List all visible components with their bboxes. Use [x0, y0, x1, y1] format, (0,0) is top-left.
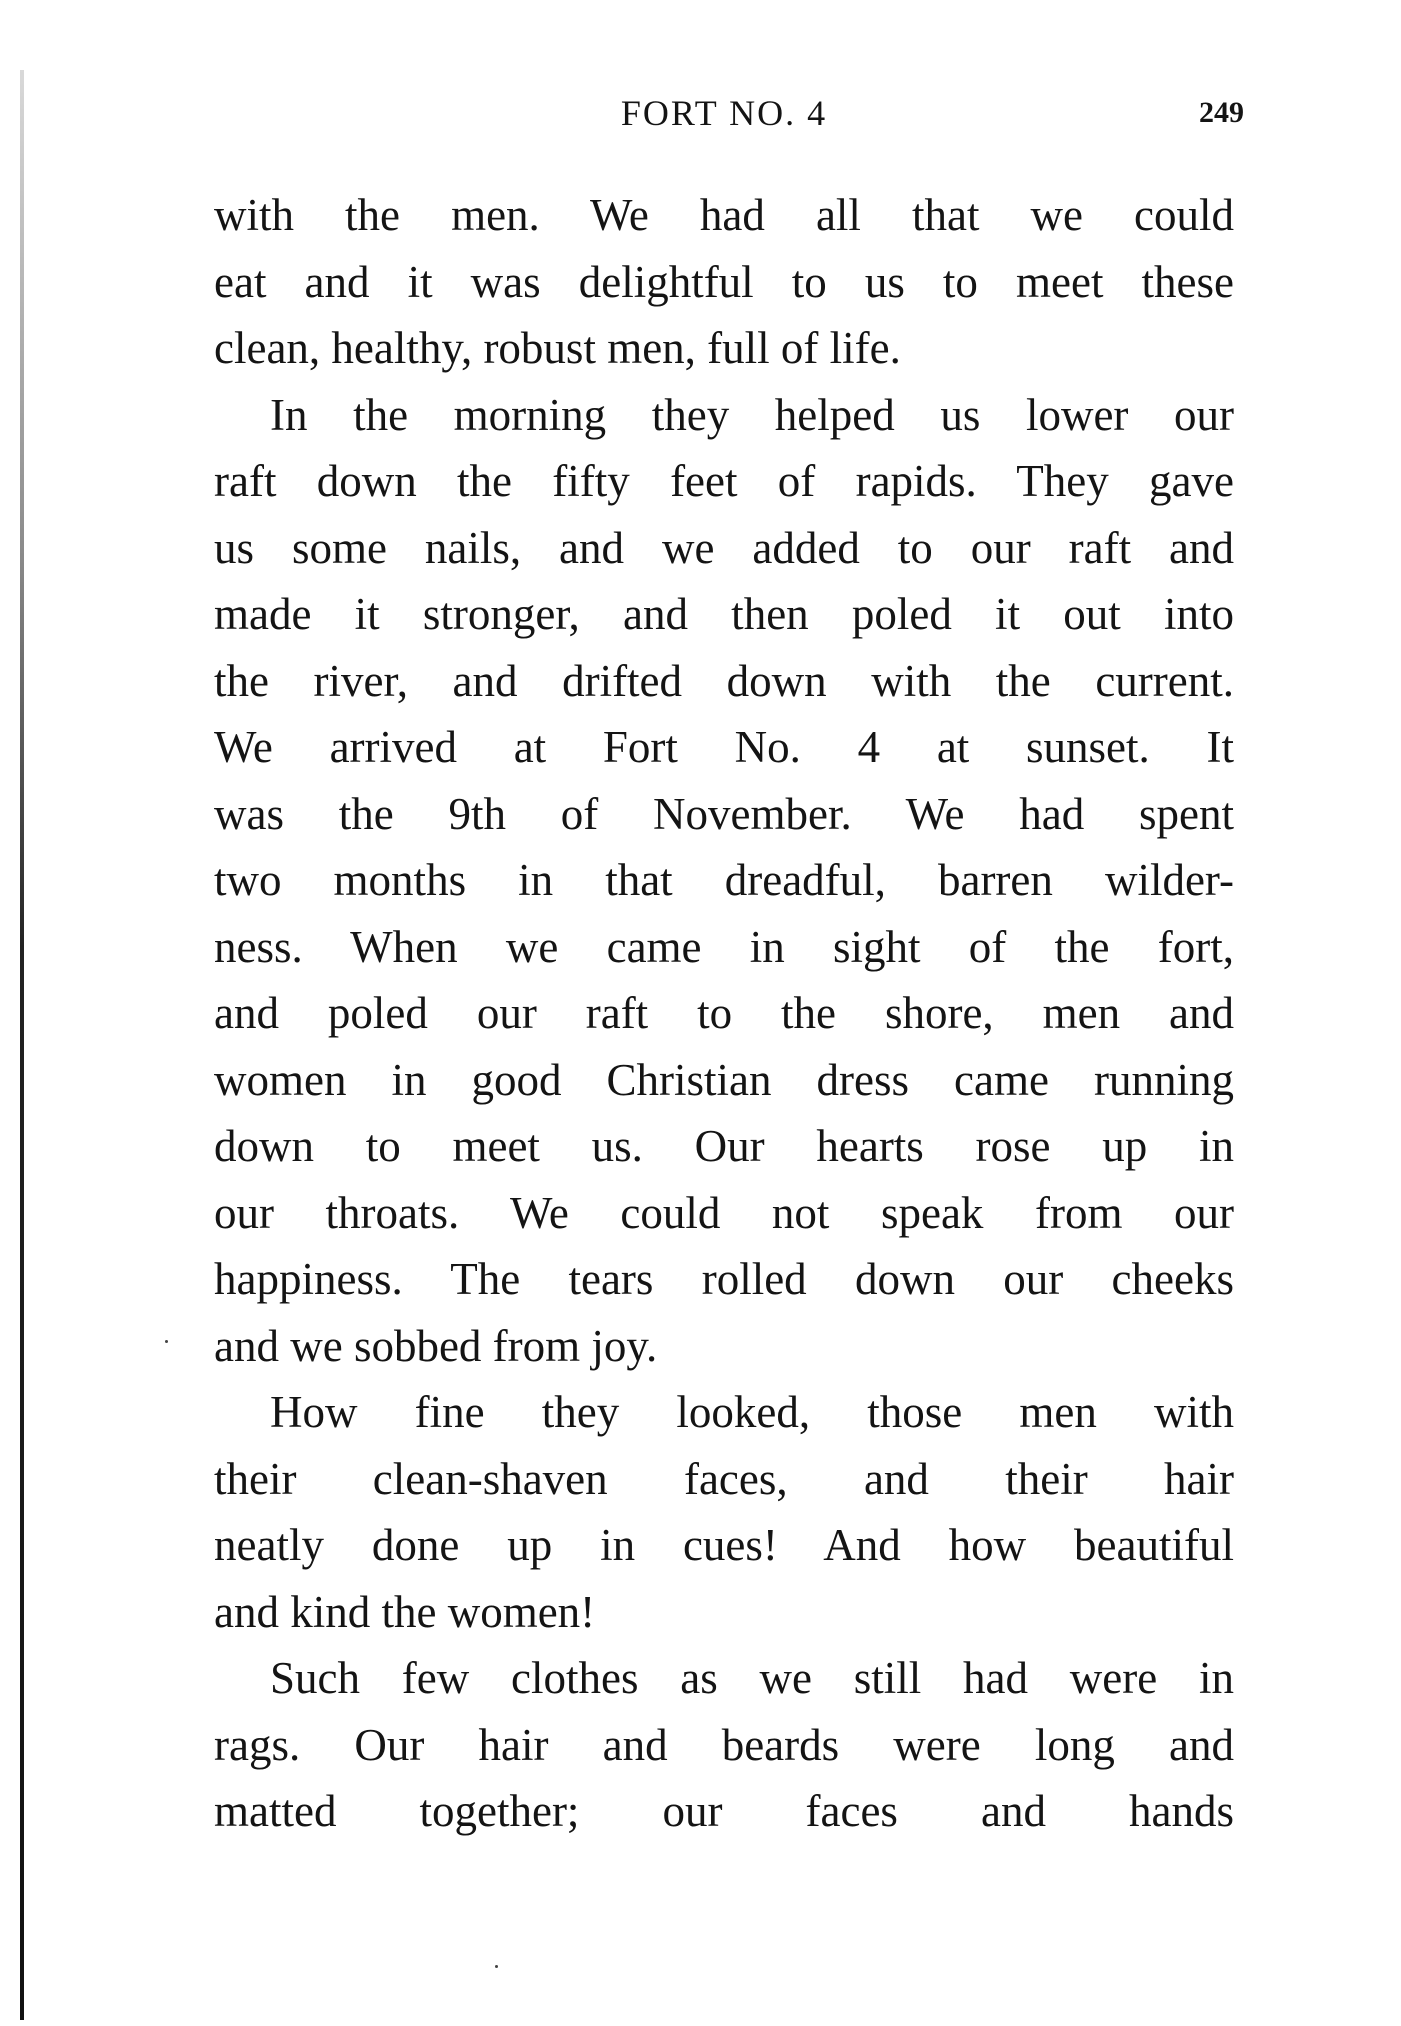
text-line: their clean-shaven faces, and their hair — [214, 1453, 1234, 1504]
text-line: neatly done up in cues! And how beautiful — [214, 1520, 1234, 1570]
ink-speck — [495, 1965, 498, 1968]
text-line: matted together; our faces and hands — [214, 1786, 1234, 1836]
running-title: FORT NO. 4 — [620, 93, 828, 133]
text-line: was the 9th of November. We had spent — [214, 788, 1234, 839]
text-line: two months in that dreadful, barren wilder- — [214, 855, 1234, 905]
text-line: Such few clothes as we still had were in — [270, 1653, 1234, 1703]
text-line: the river, and drifted down with the current. — [214, 655, 1234, 706]
ink-speck — [165, 1340, 168, 1343]
text-line: our throats. We could not speak from our — [214, 1187, 1234, 1238]
text-line: ness. When we came in sight of the fort, — [214, 921, 1234, 972]
text-line: eat and it was delightful to us to meet these — [214, 256, 1234, 307]
page-number: 249 — [1199, 96, 1244, 129]
running-header — [214, 92, 1244, 142]
text-line: and poled our raft to the shore, men and — [214, 988, 1234, 1038]
text-line: raft down the fifty feet of rapids. They gave — [214, 456, 1234, 506]
text-line: made it stronger, and then poled it out into — [214, 589, 1234, 639]
text-line: and kind the women! — [214, 1586, 596, 1637]
text-line: In the morning they helped us lower our — [270, 389, 1234, 440]
text-line: down to meet us. Our hearts rose up in — [214, 1121, 1234, 1171]
text-line: and we sobbed from joy. — [214, 1320, 658, 1371]
body-text — [214, 182, 1234, 1845]
text-line: rags. Our hair and beards were long and — [214, 1719, 1234, 1770]
text-line: with the men. We had all that we could — [214, 190, 1234, 240]
page-binding-edge — [20, 70, 24, 2020]
text-line: clean, healthy, robust men, full of life. — [214, 323, 901, 373]
text-line: women in good Christian dress came running — [214, 1054, 1234, 1105]
text-line: We arrived at Fort No. 4 at sunset. It — [214, 722, 1234, 772]
text-line: happiness. The tears rolled down our cheeks — [214, 1254, 1234, 1304]
text-line: How fine they looked, those men with — [270, 1387, 1234, 1437]
text-line: us some nails, and we added to our raft and — [214, 522, 1234, 573]
